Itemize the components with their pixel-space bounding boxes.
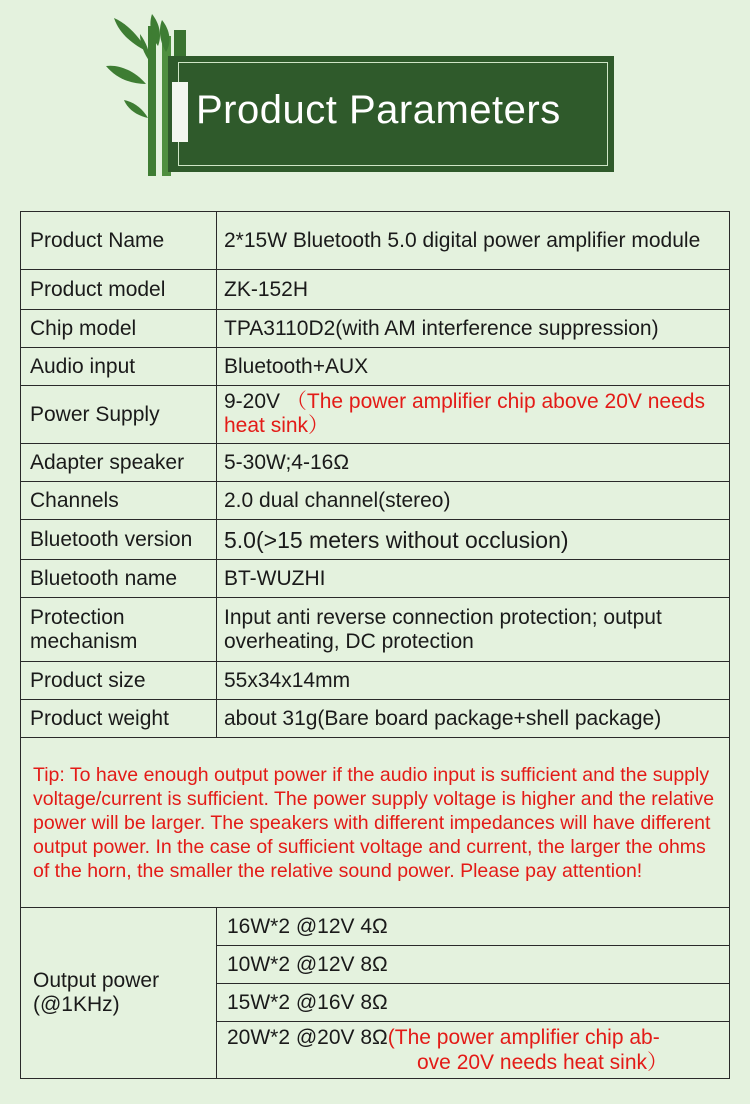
param-key: Adapter speaker [21, 444, 217, 482]
output-note: (The power amplifier chip ab- [387, 1026, 660, 1049]
param-key: Audio input [21, 348, 217, 386]
tip-row [21, 738, 730, 908]
param-key: Bluetooth name [21, 560, 217, 598]
output-note-continued: ove 20V needs heat sink） [417, 1051, 668, 1074]
output-power-row [21, 908, 730, 1079]
output-row [217, 984, 729, 1022]
param-value: about 31g(Bare board package+shell package) [217, 700, 730, 738]
param-key: Chip model [21, 310, 217, 348]
param-value: 55x34x14mm [217, 662, 730, 700]
output-value: 15W*2 @16V 8Ω [217, 984, 729, 1022]
table-row [21, 662, 730, 700]
param-value: 9-20V [224, 390, 281, 413]
table-row [21, 560, 730, 598]
param-value: BT-WUZHI [217, 560, 730, 598]
tip-text: Tip: To have enough output power if the audio input is sufficient and the supply voltage/current is sufficient. The power supply voltage is higher and the relative power will be larger. The speakers with different impedances will have different output power. In the case of sufficient voltage and current, the larger the ohms of the horn, the smaller the relative sound power. Please pay attention! [21, 738, 730, 908]
param-value: 2*15W Bluetooth 5.0 digital power amplifier module [217, 212, 730, 270]
table-row [21, 348, 730, 386]
output-power-values [217, 908, 730, 1079]
output-row [217, 908, 729, 946]
output-value: 20W*2 @20V 8Ω [227, 1026, 388, 1049]
param-key: Channels [21, 482, 217, 520]
param-value: ZK-152H [217, 270, 730, 310]
output-power-frequency: (@1KHz) [33, 993, 120, 1016]
table-row [21, 386, 730, 444]
output-value-cell [217, 1022, 729, 1079]
output-value: 10W*2 @12V 8Ω [217, 946, 729, 984]
table-row [21, 212, 730, 270]
page-title: Product Parameters [196, 88, 561, 132]
parameters-table [20, 211, 730, 1079]
title-accent-bar [172, 82, 188, 142]
param-value: 5.0(>15 meters without occlusion) [217, 520, 730, 560]
table-row [21, 598, 730, 662]
table-row [21, 482, 730, 520]
param-key: Product model [21, 270, 217, 310]
output-power-title: Output power [33, 969, 160, 992]
param-value: Bluetooth+AUX [217, 348, 730, 386]
param-value: TPA3110D2(with AM interference suppression) [217, 310, 730, 348]
table-row [21, 310, 730, 348]
param-key: Power Supply [21, 386, 217, 444]
param-key: Bluetooth version [21, 520, 217, 560]
output-value: 16W*2 @12V 4Ω [227, 914, 388, 938]
param-key: Product weight [21, 700, 217, 738]
table-row [21, 700, 730, 738]
output-power-table [217, 908, 729, 1078]
output-power-label [21, 908, 217, 1079]
output-row [217, 946, 729, 984]
param-key: Protection mechanism [21, 598, 217, 662]
table-row [21, 520, 730, 560]
param-key: Product Name [21, 212, 217, 270]
table-row [21, 444, 730, 482]
param-key: Product size [21, 662, 217, 700]
table-row [21, 270, 730, 310]
param-value: 2.0 dual channel(stereo) [217, 482, 730, 520]
param-value-cell [217, 386, 730, 444]
param-note: （The power amplifier chip above 20V needs heat sink） [224, 390, 705, 437]
output-row [217, 1022, 729, 1079]
param-value: Input anti reverse connection protection; output overheating, DC protection [217, 598, 730, 662]
param-value: 5-30W;4-16Ω [217, 444, 730, 482]
